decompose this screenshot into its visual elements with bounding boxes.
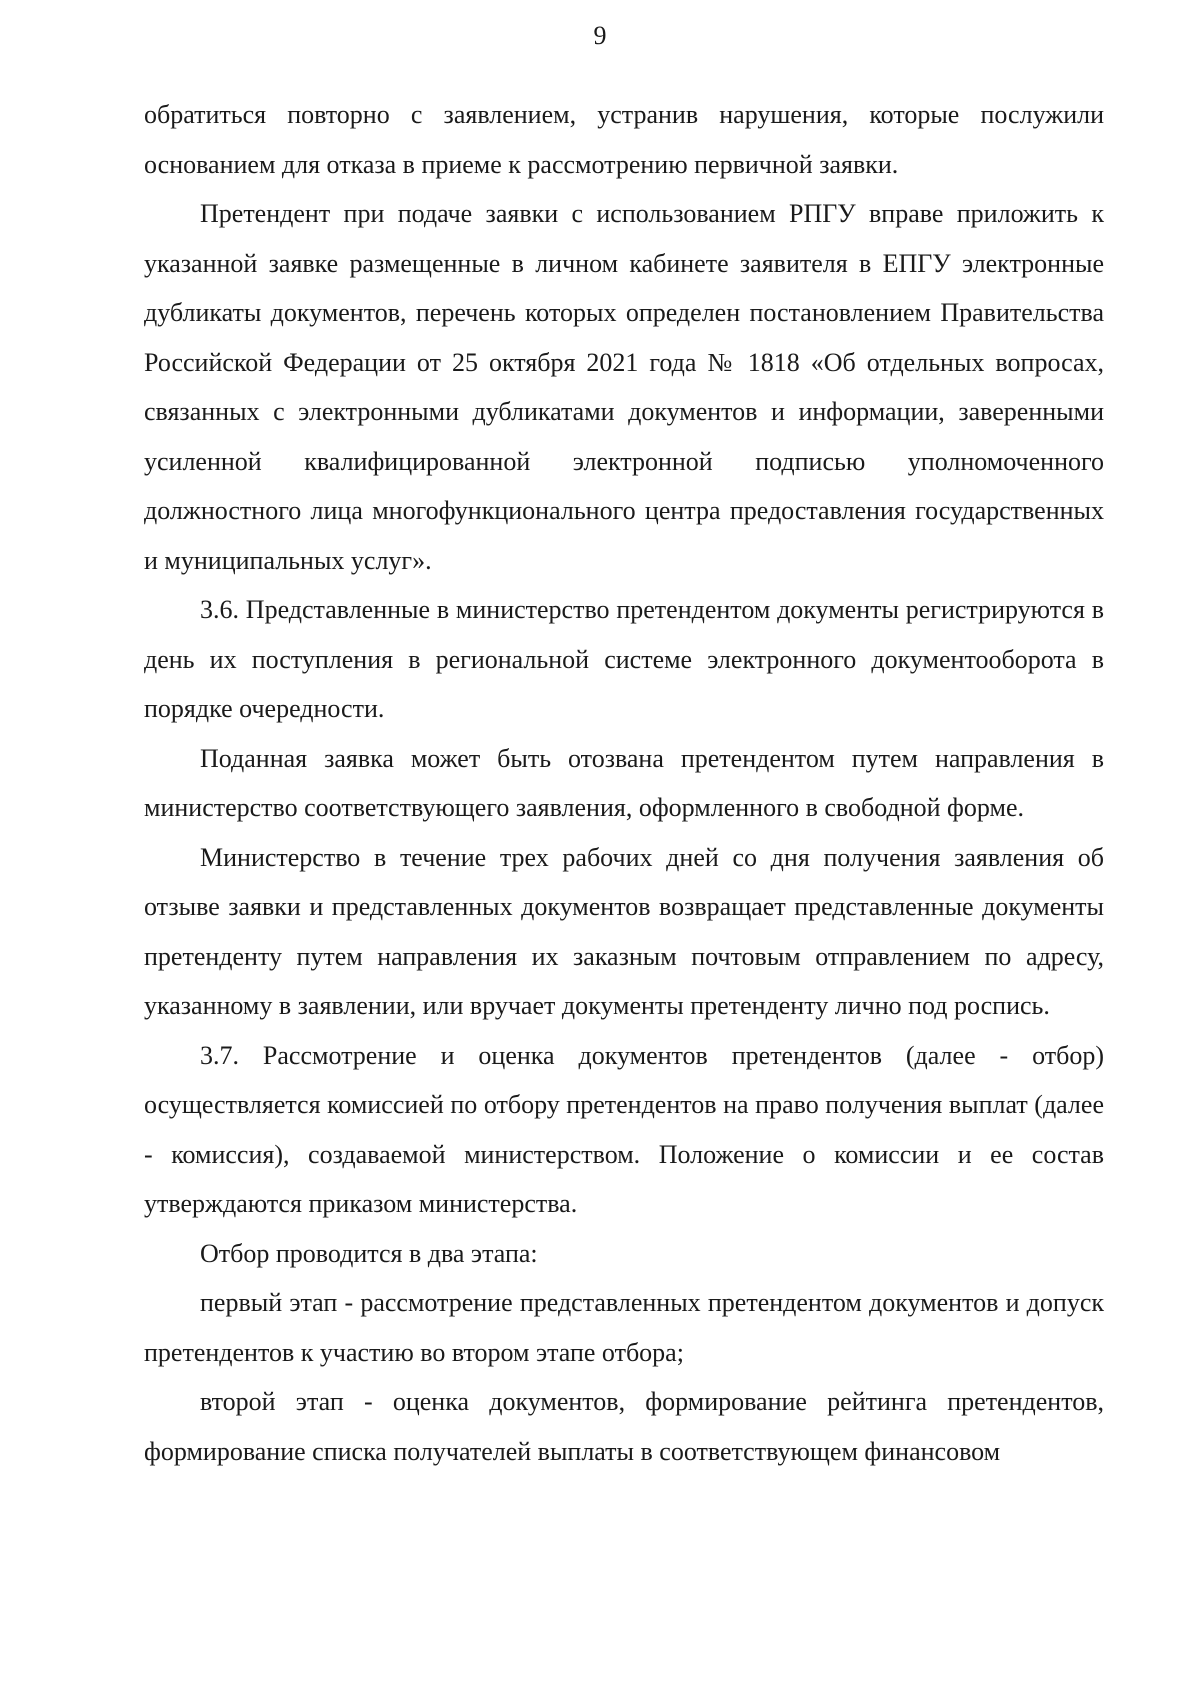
paragraph-return-documents: Министерство в течение трех рабочих дней со дня получения заявления об отзыве заявки и представленных документов возвращает представленные документы претенденту путем направления их заказным почтовым отправлением по адресу, указанному в заявлении, или вручает документы претенденту лично под роспись. bbox=[144, 842, 1104, 1020]
paragraph-first-stage: первый этап - рассмотрение представленных претендентом документов и допуск претендентов к участию во втором этапе отбора; bbox=[144, 1288, 1104, 1367]
paragraph-3-6: 3.6. Представленные в министерство претендентом документы регистрируются в день их поступления в региональной системе электронного документооборота в порядке очередности. bbox=[144, 595, 1104, 723]
paragraph-epgu-duplicates: Претендент при подаче заявки с использованием РПГУ вправе приложить к указанной заявке размещенные в личном кабинете заявителя в ЕПГУ электронные дубликаты документов, перечень которых определен постановлением Правительства Российской Федерации от 25 октября 2021 года № 1818 «Об отдельных вопросах, связанных с электронными дубликатами документов и информации, заверенными усиленной квалифицированной электронной подписью уполномоченного должностного лица многофункционального центра предоставления государственных и муниципальных услуг». bbox=[144, 199, 1104, 575]
paragraph-withdrawal: Поданная заявка может быть отозвана претендентом путем направления в министерство соответствующего заявления, оформленного в свободной форме. bbox=[144, 743, 1104, 822]
paragraph-continuation: обратиться повторно с заявлением, устранив нарушения, которые послужили основанием для отказа в приеме к рассмотрению первичной заявки. bbox=[144, 100, 1104, 179]
paragraph-second-stage: второй этап - оценка документов, формирование рейтинга претендентов, формирование списка получателей выплаты в соответствующем финансовом bbox=[144, 1387, 1104, 1466]
document-body bbox=[144, 90, 1104, 1476]
page-number: 9 bbox=[593, 21, 607, 50]
paragraph-3-7: 3.7. Рассмотрение и оценка документов претендентов (далее - отбор) осуществляется комиссией по отбору претендентов на право получения выплат (далее - комиссия), создаваемой министерством. Положение о комиссии и ее состав утверждаются приказом министерства. bbox=[144, 1040, 1104, 1218]
paragraph-stages-intro: Отбор проводится в два этапа: bbox=[200, 1238, 538, 1268]
